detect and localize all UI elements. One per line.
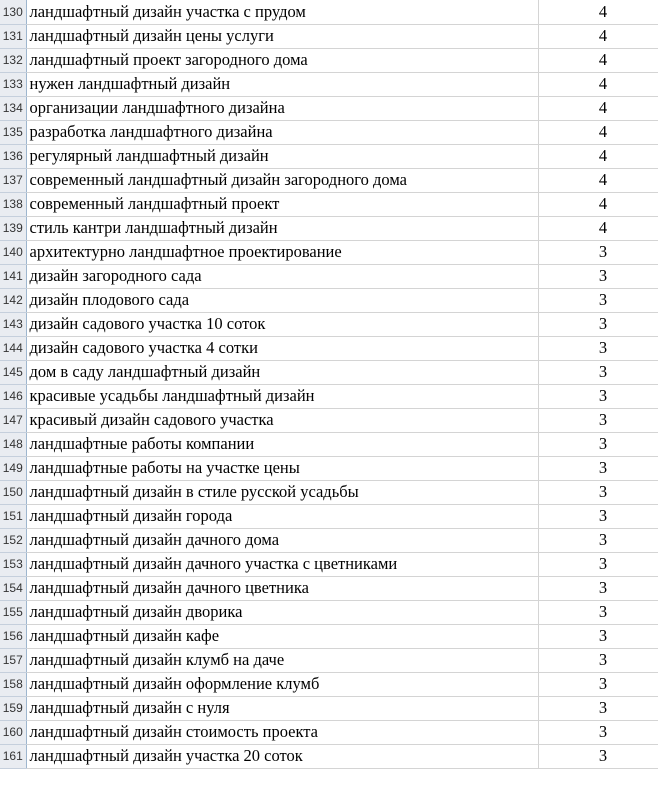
row-number[interactable]: 130	[0, 0, 26, 24]
value-cell[interactable]: 3	[538, 240, 658, 264]
keyword-cell[interactable]: ландшафтные работы компании	[26, 432, 538, 456]
value-cell[interactable]: 3	[538, 480, 658, 504]
table-row	[0, 240, 658, 264]
value-cell[interactable]: 3	[538, 744, 658, 768]
table-row	[0, 288, 658, 312]
table-row	[0, 120, 658, 144]
table-row	[0, 504, 658, 528]
keyword-cell[interactable]: дизайн плодового сада	[26, 288, 538, 312]
keyword-cell[interactable]: стиль кантри ландшафтный дизайн	[26, 216, 538, 240]
row-number[interactable]: 159	[0, 696, 26, 720]
row-number[interactable]: 137	[0, 168, 26, 192]
row-number[interactable]: 131	[0, 24, 26, 48]
value-cell[interactable]: 3	[538, 384, 658, 408]
table-row	[0, 216, 658, 240]
value-cell[interactable]: 3	[538, 360, 658, 384]
keyword-cell[interactable]: дизайн садового участка 4 сотки	[26, 336, 538, 360]
row-number[interactable]: 148	[0, 432, 26, 456]
row-number[interactable]: 138	[0, 192, 26, 216]
table-row	[0, 384, 658, 408]
table-row	[0, 432, 658, 456]
keyword-cell[interactable]: ландшафтный дизайн клумб на даче	[26, 648, 538, 672]
value-cell[interactable]: 3	[538, 456, 658, 480]
row-number[interactable]: 134	[0, 96, 26, 120]
row-number[interactable]: 152	[0, 528, 26, 552]
value-cell[interactable]: 4	[538, 96, 658, 120]
row-number[interactable]: 144	[0, 336, 26, 360]
row-number[interactable]: 139	[0, 216, 26, 240]
table-row	[0, 696, 658, 720]
row-number[interactable]: 143	[0, 312, 26, 336]
keyword-cell[interactable]: ландшафтный дизайн стоимость проекта	[26, 720, 538, 744]
keyword-cell[interactable]: ландшафтный дизайн участка с прудом	[26, 0, 538, 24]
keyword-cell[interactable]: современный ландшафтный дизайн загородного дома	[26, 168, 538, 192]
table-row	[0, 72, 658, 96]
value-cell[interactable]: 4	[538, 192, 658, 216]
table-row	[0, 264, 658, 288]
row-number[interactable]: 149	[0, 456, 26, 480]
keyword-cell[interactable]: ландшафтный дизайн кафе	[26, 624, 538, 648]
keyword-cell[interactable]: красивые усадьбы ландшафтный дизайн	[26, 384, 538, 408]
table-row	[0, 24, 658, 48]
row-number[interactable]: 156	[0, 624, 26, 648]
value-cell[interactable]: 3	[538, 576, 658, 600]
row-number[interactable]: 154	[0, 576, 26, 600]
table-row	[0, 456, 658, 480]
value-cell[interactable]: 3	[538, 504, 658, 528]
value-cell[interactable]: 3	[538, 672, 658, 696]
table-row	[0, 96, 658, 120]
table-row	[0, 168, 658, 192]
row-number[interactable]: 153	[0, 552, 26, 576]
table-row	[0, 144, 658, 168]
table-row	[0, 576, 658, 600]
value-cell[interactable]: 4	[538, 48, 658, 72]
keyword-cell[interactable]: дизайн садового участка 10 соток	[26, 312, 538, 336]
keyword-cell[interactable]: красивый дизайн садового участка	[26, 408, 538, 432]
row-number[interactable]: 147	[0, 408, 26, 432]
row-number[interactable]: 136	[0, 144, 26, 168]
keyword-cell[interactable]: ландшафтный дизайн в стиле русской усадьбы	[26, 480, 538, 504]
value-cell[interactable]: 3	[538, 288, 658, 312]
table-row	[0, 528, 658, 552]
value-cell[interactable]: 3	[538, 600, 658, 624]
keyword-cell[interactable]: ландшафтный дизайн города	[26, 504, 538, 528]
row-number[interactable]: 135	[0, 120, 26, 144]
row-number[interactable]: 160	[0, 720, 26, 744]
value-cell[interactable]: 4	[538, 168, 658, 192]
value-cell[interactable]: 3	[538, 528, 658, 552]
table-row	[0, 480, 658, 504]
value-cell[interactable]: 3	[538, 648, 658, 672]
value-cell[interactable]: 3	[538, 624, 658, 648]
value-cell[interactable]: 3	[538, 264, 658, 288]
keyword-cell[interactable]: ландшафтные работы на участке цены	[26, 456, 538, 480]
value-cell[interactable]: 3	[538, 312, 658, 336]
value-cell[interactable]: 3	[538, 552, 658, 576]
row-number[interactable]: 140	[0, 240, 26, 264]
table-row	[0, 648, 658, 672]
row-number[interactable]: 141	[0, 264, 26, 288]
value-cell[interactable]: 3	[538, 696, 658, 720]
value-cell[interactable]: 3	[538, 336, 658, 360]
table-row	[0, 552, 658, 576]
table-row	[0, 720, 658, 744]
value-cell[interactable]: 4	[538, 120, 658, 144]
table-row	[0, 312, 658, 336]
row-number[interactable]: 145	[0, 360, 26, 384]
value-cell[interactable]: 4	[538, 0, 658, 24]
table-row	[0, 360, 658, 384]
keyword-cell[interactable]: современный ландшафтный проект	[26, 192, 538, 216]
keyword-cell[interactable]: архитектурно ландшафтное проектирование	[26, 240, 538, 264]
table-row	[0, 672, 658, 696]
keyword-cell[interactable]: ландшафтный дизайн цены услуги	[26, 24, 538, 48]
keyword-cell[interactable]: ландшафтный дизайн дачного дома	[26, 528, 538, 552]
table-row	[0, 624, 658, 648]
row-number[interactable]: 155	[0, 600, 26, 624]
row-number[interactable]: 157	[0, 648, 26, 672]
value-cell[interactable]: 3	[538, 432, 658, 456]
keyword-cell[interactable]: регулярный ландшафтный дизайн	[26, 144, 538, 168]
keyword-cell[interactable]: разработка ландшафтного дизайна	[26, 120, 538, 144]
row-number[interactable]: 133	[0, 72, 26, 96]
row-number[interactable]: 161	[0, 744, 26, 768]
value-cell[interactable]: 4	[538, 24, 658, 48]
value-cell[interactable]: 4	[538, 72, 658, 96]
keyword-cell[interactable]: ландшафтный дизайн оформление клумб	[26, 672, 538, 696]
row-number[interactable]: 151	[0, 504, 26, 528]
keyword-cell[interactable]: нужен ландшафтный дизайн	[26, 72, 538, 96]
keyword-cell[interactable]: организации ландшафтного дизайна	[26, 96, 538, 120]
table-row	[0, 192, 658, 216]
keyword-cell[interactable]: ландшафтный дизайн дворика	[26, 600, 538, 624]
keyword-cell[interactable]: ландшафтный дизайн дачного цветника	[26, 576, 538, 600]
value-cell[interactable]: 3	[538, 408, 658, 432]
table-row	[0, 744, 658, 768]
table-row	[0, 0, 658, 24]
keyword-cell[interactable]: ландшафтный дизайн участка 20 соток	[26, 744, 538, 768]
table-row	[0, 48, 658, 72]
value-cell[interactable]: 4	[538, 216, 658, 240]
row-number[interactable]: 150	[0, 480, 26, 504]
keyword-cell[interactable]: дизайн загородного сада	[26, 264, 538, 288]
row-number[interactable]: 146	[0, 384, 26, 408]
table-row	[0, 336, 658, 360]
row-number[interactable]: 132	[0, 48, 26, 72]
value-cell[interactable]: 4	[538, 144, 658, 168]
keyword-cell[interactable]: дом в саду ландшафтный дизайн	[26, 360, 538, 384]
keyword-cell[interactable]: ландшафтный дизайн с нуля	[26, 696, 538, 720]
row-number[interactable]: 158	[0, 672, 26, 696]
keyword-cell[interactable]: ландшафтный дизайн дачного участка с цветниками	[26, 552, 538, 576]
table-row	[0, 408, 658, 432]
value-cell[interactable]: 3	[538, 720, 658, 744]
row-number[interactable]: 142	[0, 288, 26, 312]
keyword-cell[interactable]: ландшафтный проект загородного дома	[26, 48, 538, 72]
table-row	[0, 600, 658, 624]
